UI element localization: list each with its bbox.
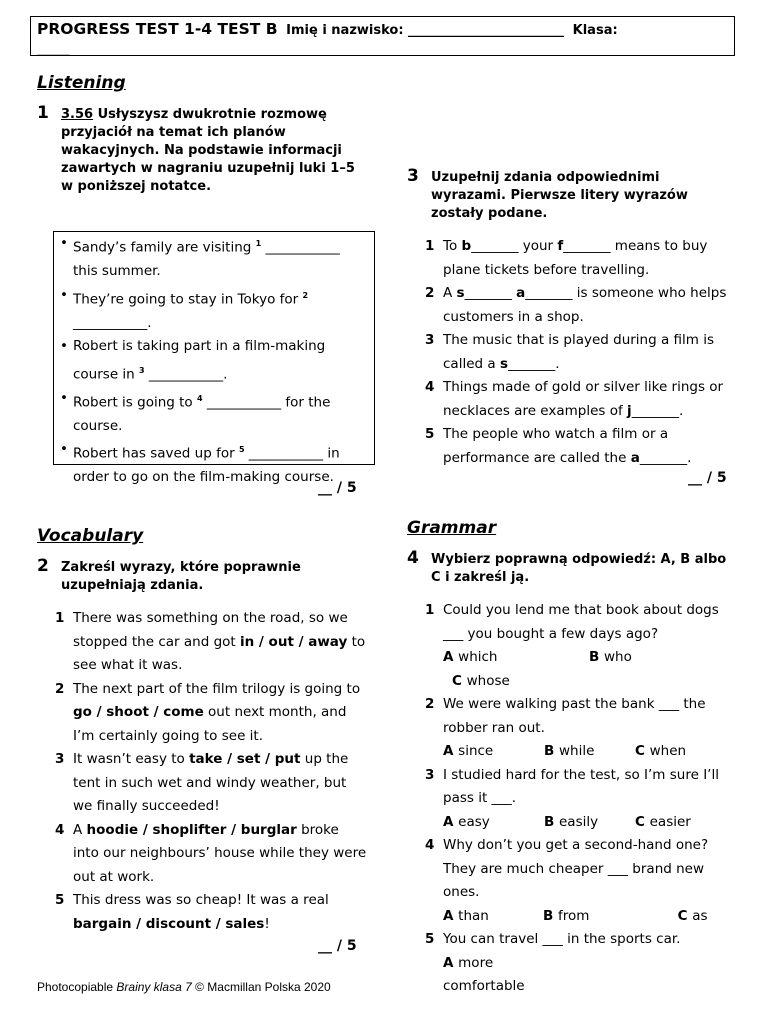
gap-number: 4 xyxy=(196,393,203,403)
word-choices: hoodie / shoplifter / burglar xyxy=(86,821,297,838)
options-row xyxy=(443,646,737,670)
item-number: 5 xyxy=(425,426,435,442)
item-number: 2 xyxy=(55,680,65,697)
item-number: 5 xyxy=(425,931,435,947)
item-text: We were walking past the bank ___ the robber ran out. xyxy=(443,696,706,736)
first-letter: a xyxy=(630,449,640,466)
item-text: The next part of the film trilogy is going to xyxy=(73,680,361,697)
item-text: Why don’t you get a second-hand one? They are much cheaper ___ brand new ones. xyxy=(443,837,709,900)
option-letter: A xyxy=(443,743,459,759)
bullet: • xyxy=(60,441,68,457)
task-number: 2 xyxy=(37,556,49,576)
footer-copyright: Photocopiable Brainy klasa 7 © Macmillan Polska 2020 xyxy=(37,980,331,994)
note-text: Robert is going to xyxy=(73,394,197,410)
task-3-section xyxy=(407,166,737,470)
note-text: ___________ in order to go on the film-making course. xyxy=(73,445,340,485)
note-item xyxy=(60,232,368,284)
task-2-instruction xyxy=(37,556,367,595)
options-row xyxy=(443,670,737,694)
item-text: _______ your xyxy=(471,238,558,254)
note-text: ___________. xyxy=(73,314,152,331)
gap-number: 1 xyxy=(255,239,262,248)
item-text: _______ xyxy=(464,285,517,301)
option-a xyxy=(443,740,544,764)
list-item xyxy=(407,235,737,282)
score-listening: __ / 5 xyxy=(318,480,357,496)
item-text: The music that is played during a film is called a xyxy=(443,332,715,372)
task-1-instruction xyxy=(37,103,367,196)
list-item xyxy=(37,678,367,749)
item-text: Things made of gold or silver like rings or necklaces are examples of xyxy=(443,379,724,419)
option-letter: C xyxy=(677,907,693,924)
options-row xyxy=(443,952,737,999)
item-number: 5 xyxy=(55,892,65,908)
option-letter: A xyxy=(443,649,459,665)
option-text: whose xyxy=(466,672,510,689)
item-text: _______ means to buy plane tickets before travelling. xyxy=(443,238,708,278)
word-choices: go / shoot / come xyxy=(73,704,204,720)
item-text: This dress was so cheap! It was a real xyxy=(73,892,329,908)
option-text: as xyxy=(692,907,708,924)
bullet: • xyxy=(60,338,68,354)
first-letter: a xyxy=(516,285,526,301)
option-a xyxy=(443,952,544,999)
list-item xyxy=(407,423,737,470)
item-number: 4 xyxy=(425,837,435,853)
item-text: I studied hard for the test, so I’m sure I’ll pass it ___. xyxy=(443,766,719,806)
item-text: A xyxy=(443,285,457,301)
instruction-text: Wybierz poprawną odpowiedź: A, B albo C i zakreśl ją. xyxy=(431,552,727,585)
first-letter: f xyxy=(557,238,564,254)
option-c xyxy=(678,905,737,929)
first-letter: b xyxy=(461,238,472,254)
option-text: more comfortable xyxy=(443,954,525,994)
grammar-section xyxy=(407,518,737,999)
option-b xyxy=(589,646,729,670)
option-text: easily xyxy=(559,813,599,830)
list-item xyxy=(37,748,367,819)
option-letter: A xyxy=(443,813,459,830)
task-3-instruction xyxy=(407,166,737,223)
options-row xyxy=(443,740,737,764)
bullet: • xyxy=(60,389,68,406)
section-title-listening: Listening xyxy=(37,73,126,93)
task-number: 4 xyxy=(407,548,419,568)
option-b xyxy=(544,740,635,764)
option-letter: C xyxy=(635,813,650,830)
item-text: It wasn’t easy to xyxy=(73,751,190,767)
option-a xyxy=(443,646,589,670)
gap-number: 3 xyxy=(139,365,145,375)
item-number: 1 xyxy=(425,602,435,618)
note-text: Robert is taking part in a film-making course in xyxy=(73,338,326,382)
item-number: 2 xyxy=(425,285,435,301)
instruction-text: Uzupełnij zdania odpowiednimi wyrazami. Pierwsze litery wyrazów zostały podane. xyxy=(431,170,688,221)
item-number: 4 xyxy=(425,379,435,395)
name-label: Imię i nazwisko: ________________________ xyxy=(286,23,565,38)
instruction-text: Usłyszysz dwukrotnie rozmowę przyjaciół na temat ich planów wakacyjnych. Na podstawie informacji zawartych w nagraniu uzupełnij luki 1–5 w poniższej notatce. xyxy=(61,107,355,194)
item-text: A xyxy=(73,821,87,838)
option-c xyxy=(635,811,715,835)
list-item xyxy=(407,693,737,764)
item-text: _______. xyxy=(507,355,560,372)
option-letter: B xyxy=(589,649,604,665)
item-text: to see what it was. xyxy=(73,633,366,673)
option-text: from xyxy=(557,907,590,924)
option-a xyxy=(443,811,544,835)
bullet: • xyxy=(60,286,68,303)
option-letter: C xyxy=(635,743,650,759)
task-number: 3 xyxy=(407,166,419,186)
options-row xyxy=(443,905,737,929)
instruction-text: Zakreśl wyrazy, które poprawnie uzupełniają zdania. xyxy=(61,560,301,593)
score-vocabulary: __ / 5 xyxy=(318,938,357,954)
notes-box xyxy=(53,231,375,485)
class-label: Klasa: xyxy=(572,23,618,38)
first-letter: j xyxy=(627,402,632,419)
item-text: out next month, and I’m certainly going to see it. xyxy=(73,704,347,744)
option-text: while xyxy=(559,743,595,759)
option-b xyxy=(544,811,635,835)
item-text: _______ is someone who helps customers in a shop. xyxy=(443,285,727,325)
option-b xyxy=(543,905,678,929)
score-task-3: __ / 5 xyxy=(688,470,727,486)
options-row xyxy=(443,811,737,835)
gap-number: 5 xyxy=(238,445,245,454)
section-title-grammar: Grammar xyxy=(407,518,497,538)
note-text: ___________. xyxy=(144,366,228,382)
list-item xyxy=(407,928,737,999)
option-text: since xyxy=(458,743,494,759)
list-item xyxy=(37,607,367,678)
item-number: 3 xyxy=(425,332,435,348)
option-c xyxy=(635,740,715,764)
note-item xyxy=(60,284,368,336)
class-blank: _____ xyxy=(37,42,70,57)
item-text: The people who watch a film or a performance are called the xyxy=(443,426,669,466)
vocabulary-section xyxy=(37,526,367,936)
item-number: 4 xyxy=(55,821,65,838)
option-a xyxy=(443,905,543,929)
word-choices: bargain / discount / sales xyxy=(73,915,265,932)
test-header xyxy=(30,16,735,56)
item-text: _______. xyxy=(639,449,692,466)
option-letter: A xyxy=(443,954,459,971)
word-choices: in / out / away xyxy=(239,633,348,650)
list-item xyxy=(407,376,737,423)
option-text: when xyxy=(649,743,687,759)
item-number: 3 xyxy=(55,751,65,767)
note-text: Robert has saved up for xyxy=(73,445,239,462)
option-text: which xyxy=(458,649,498,665)
option-letter: C xyxy=(452,672,467,689)
option-text: who xyxy=(604,649,632,665)
item-text: Could you lend me that book about dogs ___ you bought a few days ago? xyxy=(443,602,719,642)
test-title: PROGRESS TEST 1-4 TEST B xyxy=(37,20,278,38)
note-text: Sandy’s family are visiting xyxy=(73,239,256,256)
item-number: 1 xyxy=(55,610,65,626)
note-text: ___________ for the course. xyxy=(73,394,331,434)
task-4-instruction xyxy=(407,548,737,587)
option-text: than xyxy=(458,907,489,924)
list-item xyxy=(407,834,737,928)
item-number: 2 xyxy=(425,696,435,712)
note-item xyxy=(60,335,368,387)
option-text: easy xyxy=(458,813,490,830)
option-letter: B xyxy=(544,813,559,830)
list-item xyxy=(37,819,367,890)
item-text: up the tent in such wet and windy weather, but we finally succeeded! xyxy=(73,751,349,814)
task-number: 1 xyxy=(37,103,49,123)
item-number: 1 xyxy=(425,238,435,254)
option-letter: B xyxy=(544,743,559,759)
item-text: ! xyxy=(264,915,270,932)
item-text: To xyxy=(443,238,462,254)
option-letter: B xyxy=(542,907,558,924)
bullet: • xyxy=(60,235,68,251)
list-item xyxy=(407,599,737,693)
first-letter: s xyxy=(499,355,508,372)
note-text: ___________ this summer. xyxy=(73,239,340,279)
option-text: easier xyxy=(649,813,691,830)
list-item xyxy=(407,282,737,329)
note-text: They’re going to stay in Tokyo for xyxy=(73,291,303,307)
option-letter: A xyxy=(443,907,459,924)
first-letter: s xyxy=(456,285,465,301)
section-title-vocabulary: Vocabulary xyxy=(37,526,144,546)
list-item xyxy=(37,889,367,936)
note-item xyxy=(60,387,368,439)
item-text: You can travel ___ in the sports car. xyxy=(443,931,681,947)
gap-number: 2 xyxy=(302,290,309,300)
list-item xyxy=(407,764,737,835)
listening-section xyxy=(37,73,367,196)
list-item xyxy=(407,329,737,376)
option-c xyxy=(452,673,510,689)
item-text: broke into our neighbours’ house while they were out at work. xyxy=(73,821,367,885)
item-number: 3 xyxy=(425,766,435,783)
word-choices: take / set / put xyxy=(189,751,301,767)
track-number: 3.56 xyxy=(61,107,94,122)
item-text: There was something on the road, so we stopped the car and got xyxy=(73,610,348,650)
item-text: _______. xyxy=(631,402,684,419)
